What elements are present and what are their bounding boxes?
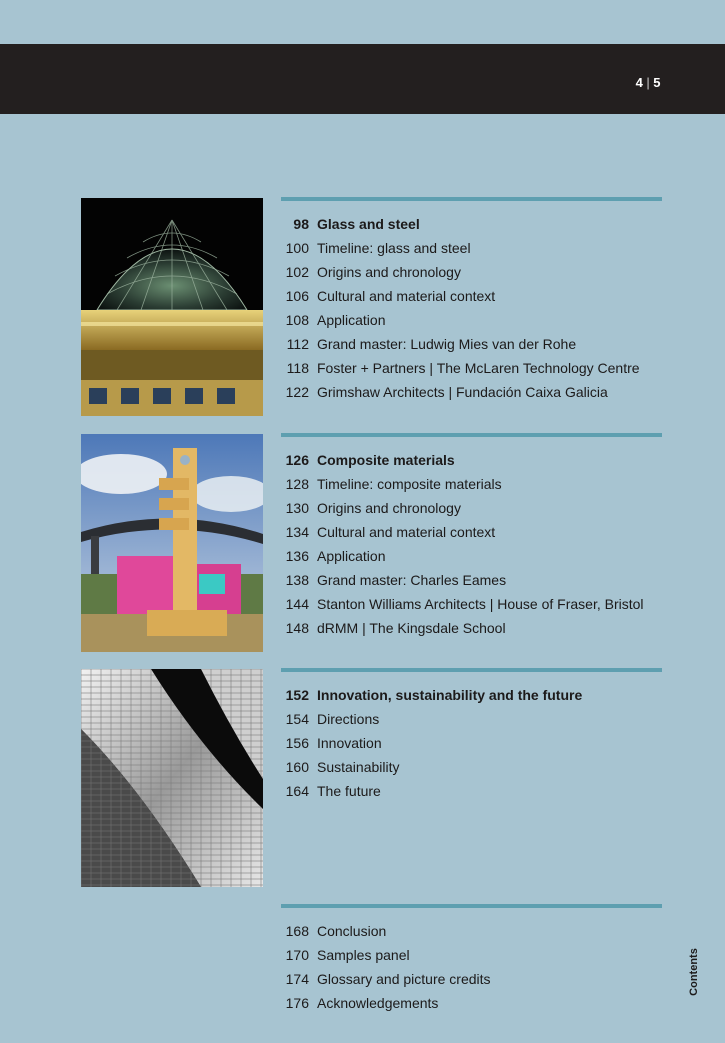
toc-entry[interactable] (281, 332, 662, 356)
entry-page: 100 (285, 240, 309, 256)
heading-title: Innovation, sustainability and the future (317, 687, 583, 703)
toc-entry[interactable] (281, 308, 662, 332)
entry-title: Directions (317, 711, 380, 727)
entry-page: 122 (285, 384, 309, 400)
toc-entry[interactable] (281, 472, 662, 496)
entry-page: 156 (285, 735, 309, 751)
entry-page: 134 (285, 524, 309, 540)
entry-page: 136 (285, 548, 309, 564)
toc-entry[interactable] (281, 284, 662, 308)
heading-page: 126 (285, 452, 309, 468)
toc-section-composite-materials (281, 433, 662, 640)
entry-page: 148 (285, 620, 309, 636)
metal-cladding-curve-photo (81, 669, 263, 887)
entry-title: Application (317, 548, 386, 564)
toc-entry[interactable] (281, 707, 662, 731)
composite-tower-photo (81, 434, 263, 652)
page-number-left: 4 (635, 75, 644, 90)
entry-title: Grimshaw Architects | Fundación Caixa Galicia (317, 384, 608, 400)
entry-page: 128 (285, 476, 309, 492)
entry-title: Conclusion (317, 923, 387, 939)
entry-title: The future (317, 783, 381, 799)
toc-entry[interactable] (281, 380, 662, 404)
toc-entry[interactable] (281, 616, 662, 640)
entry-page: 168 (285, 923, 309, 939)
entry-title: Application (317, 312, 386, 328)
page-numbers (636, 75, 661, 90)
section-rule (281, 668, 662, 672)
entry-title: Cultural and material context (317, 288, 496, 304)
toc-entry[interactable] (281, 520, 662, 544)
section-rule (281, 433, 662, 437)
section-rule (281, 904, 662, 908)
toc-entry[interactable] (281, 943, 662, 967)
entry-title: Innovation (317, 735, 382, 751)
entry-title: dRMM | The Kingsdale School (317, 620, 506, 636)
reichstag-glass-dome-photo (81, 198, 263, 416)
toc-entry[interactable] (281, 919, 662, 943)
section-rule (281, 197, 662, 201)
entry-page: 138 (285, 572, 309, 588)
toc-entry[interactable] (281, 779, 662, 803)
entry-title: Acknowledgements (317, 995, 439, 1011)
toc-entry[interactable] (281, 356, 662, 380)
entry-page: 170 (285, 947, 309, 963)
heading-title: Composite materials (317, 452, 455, 468)
section-heading[interactable] (281, 212, 662, 236)
toc-end-matter (281, 904, 662, 1015)
toc-entry[interactable] (281, 991, 662, 1015)
entry-title: Origins and chronology (317, 500, 461, 516)
toc-section-innovation (281, 668, 662, 803)
entry-page: 164 (285, 783, 309, 799)
entry-title: Sustainability (317, 759, 400, 775)
toc-entry[interactable] (281, 568, 662, 592)
toc-entry[interactable] (281, 967, 662, 991)
contents-side-label: Contents (688, 948, 700, 996)
entry-title: Foster + Partners | The McLaren Technology Centre (317, 360, 640, 376)
toc-section-glass-and-steel (281, 197, 662, 404)
toc-entry[interactable] (281, 260, 662, 284)
entry-title: Samples panel (317, 947, 410, 963)
page-number-separator: | (646, 75, 651, 90)
entry-title: Timeline: glass and steel (317, 240, 471, 256)
entry-page: 106 (285, 288, 309, 304)
header-bar (0, 44, 725, 114)
entry-page: 174 (285, 971, 309, 987)
toc-entry[interactable] (281, 755, 662, 779)
entry-page: 144 (285, 596, 309, 612)
heading-page: 98 (293, 216, 309, 232)
toc-entry[interactable] (281, 236, 662, 260)
section-heading[interactable] (281, 683, 662, 707)
section-heading[interactable] (281, 448, 662, 472)
page-number-right: 5 (653, 75, 661, 90)
toc-entry[interactable] (281, 592, 662, 616)
entry-page: 112 (286, 336, 309, 352)
toc-entry[interactable] (281, 544, 662, 568)
entry-title: Cultural and material context (317, 524, 496, 540)
heading-title: Glass and steel (317, 216, 420, 232)
entry-title: Origins and chronology (317, 264, 461, 280)
toc-entry[interactable] (281, 731, 662, 755)
entry-page: 108 (285, 312, 309, 328)
entry-title: Grand master: Ludwig Mies van der Rohe (317, 336, 577, 352)
entry-title: Grand master: Charles Eames (317, 572, 507, 588)
entry-page: 118 (286, 360, 309, 376)
entry-page: 130 (285, 500, 309, 516)
entry-page: 154 (285, 711, 309, 727)
entry-page: 160 (285, 759, 309, 775)
heading-page: 152 (285, 687, 309, 703)
toc-entry[interactable] (281, 496, 662, 520)
entry-page: 176 (285, 995, 309, 1011)
entry-title: Stanton Williams Architects | House of Fraser, Bristol (317, 596, 644, 612)
entry-title: Timeline: composite materials (317, 476, 502, 492)
entry-title: Glossary and picture credits (317, 971, 491, 987)
entry-page: 102 (285, 264, 309, 280)
